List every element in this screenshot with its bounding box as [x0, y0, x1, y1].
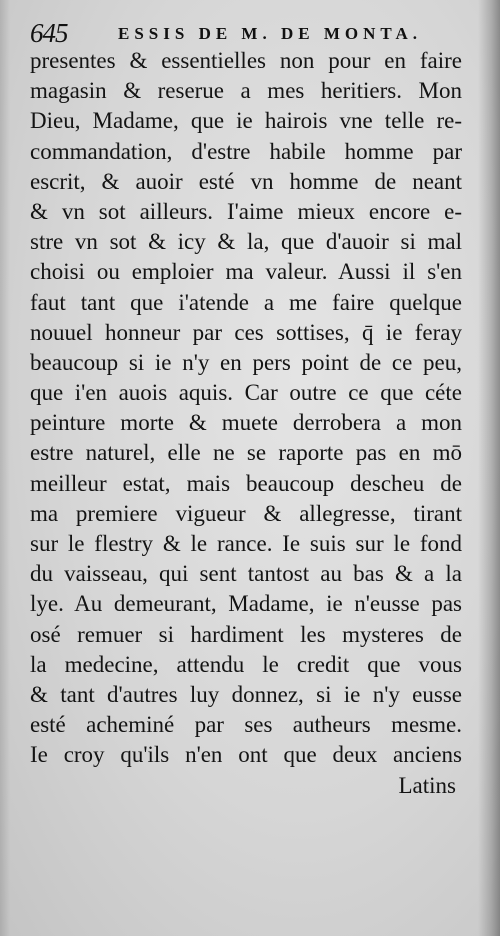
text-line: faut tant que i'atende a me faire quelque [30, 289, 462, 315]
text-line: Dieu, Madame, que ie hairois vne telle re- [30, 108, 462, 134]
text-line: escrit, & auoir esté vn homme de neant [30, 168, 462, 194]
text-line: meilleur estat, mais beaucoup descheu de [30, 470, 462, 496]
text-line: peinture morte & muete derrobera a mon [30, 410, 462, 436]
text-line: la medecine, attendu le credit que vous [30, 651, 462, 677]
text-line: sur le flestry & le rance. Ie suis sur le fond [30, 531, 462, 556]
text-line: nouuel honneur par ces sottises, q̄ ie feray [30, 319, 462, 345]
page-number: 645 [30, 18, 68, 48]
text-line: & vn sot ailleurs. I'aime mieux encore e- [30, 198, 462, 224]
text-line: lye. Au demeurant, Madame, ie n'eusse pas [30, 591, 462, 617]
text-line: estre naturel, elle ne se raporte pas en mō [30, 440, 462, 466]
gutter-shadow [478, 0, 500, 936]
text-line: choisi ou emploier ma valeur. Aussi il s'en [30, 259, 462, 285]
text-line: esté acheminé par ses autheurs mesme. [30, 712, 462, 738]
text-line: ma premiere vigueur & allegresse, tirant [30, 500, 462, 526]
text-line: stre vn sot & icy & la, que d'auoir si mal [30, 229, 462, 255]
text-line: presentes & essentielles non pour en faire [30, 48, 462, 73]
body-text [30, 46, 462, 801]
text-line: magasin & reserue a mes heritiers. Mon [30, 78, 462, 104]
text-line: du vaisseau, qui sent tantost au bas & a la [30, 561, 462, 587]
text-line: osé remuer si hardiment les mysteres de [30, 621, 462, 647]
running-head: ESSIS DE M. DE MONTA. [118, 24, 422, 43]
text-line: beaucoup si ie n'y en pers point de ce peu, [30, 349, 462, 375]
text-line: & tant d'autres luy donnez, si ie n'y eusse [30, 681, 462, 707]
page-left-edge [0, 0, 10, 936]
text-line: commandation, d'estre habile homme par [30, 138, 462, 164]
text-line: Ie croy qu'ils n'en ont que deux anciens [30, 742, 462, 768]
text-line: que i'en auois aquis. Car outre ce que céte [30, 380, 462, 406]
catchword: Latins [398, 772, 456, 798]
